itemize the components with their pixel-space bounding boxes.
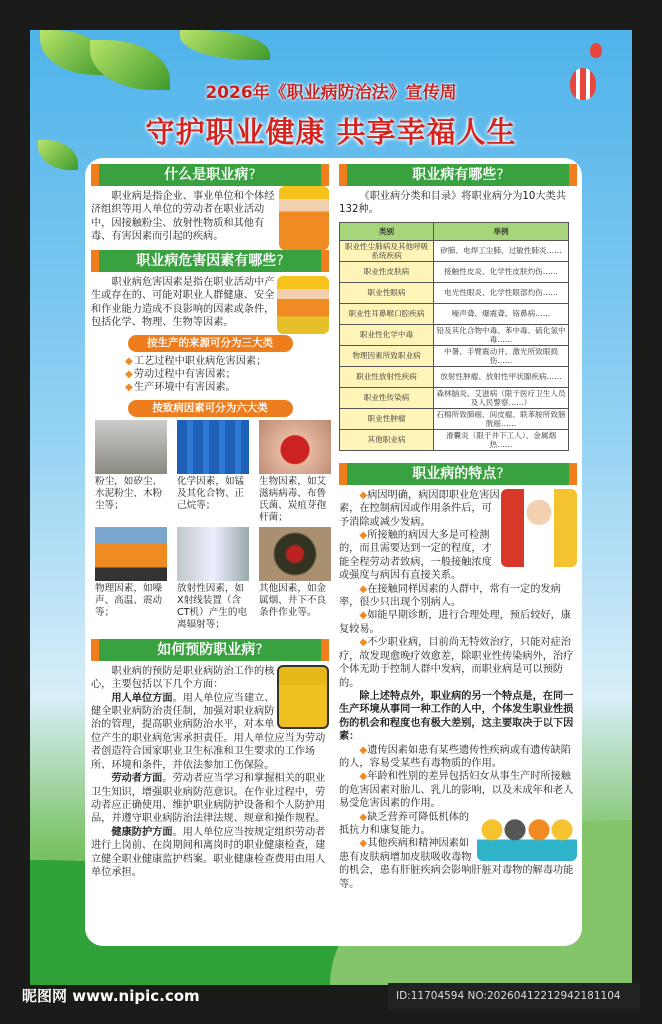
factor-caption: 生物因素，如艾滋病病毒、布鲁氏菌、炭疽芽孢杆菌；: [259, 475, 327, 523]
item-body: 。劳动者应当学习和掌握相关的职业卫生知识，增强职业病防范意识。在作业过程中，劳动者应正确使用、维护职业病防护设备和个人防护用品，并遵守职业病防治法律法规、规章和操作规程。: [91, 773, 326, 825]
list-item: ◆ 工艺过程中职业病危害因素；: [125, 355, 329, 368]
hazmat-suit-illustration: [277, 665, 329, 729]
table-row: [340, 240, 569, 261]
table-row: [340, 303, 569, 324]
example-cell: 铅及其化合物中毒、苯中毒、硫化氢中毒……: [434, 324, 569, 345]
content-panel: [85, 158, 582, 946]
example-cell: 放射性肿瘤、放射性甲状腺疾病……: [434, 366, 569, 387]
list-item: [339, 770, 577, 810]
category-cell: 职业性放射性疾病: [340, 366, 434, 387]
prevention-item: [91, 826, 329, 880]
dust-mask-photo: [95, 420, 167, 474]
item-text: 年龄和性别的差异包括妇女从事生产时所接触的危害因素对胎儿、乳儿的影响，以及未成年和老人易受危害因素的作用。: [339, 771, 574, 810]
factor-item: [177, 527, 249, 631]
team-illustration: [477, 813, 577, 861]
header-text: 职业病的特点: [412, 465, 497, 482]
category-cell: 职业性肿瘤: [340, 408, 434, 429]
table-row: [340, 387, 569, 408]
poster: [30, 30, 632, 985]
category-cell: 职业性皮肤病: [340, 261, 434, 282]
example-cell: 中暑、手臂震动井、激光所致眼损伤……: [434, 345, 569, 366]
table-row: [340, 282, 569, 303]
right-column: [339, 164, 577, 891]
category-cell: 物理因素所致职业病: [340, 345, 434, 366]
main-title: 守护职业健康 共享幸福人生: [145, 115, 517, 149]
section-header: [91, 164, 329, 186]
column-header: 举例: [434, 222, 569, 240]
header-q: ?: [496, 465, 504, 482]
item-head: 劳动者方面: [111, 773, 163, 785]
manhole-photo: [259, 527, 331, 581]
table-header-row: [340, 222, 569, 240]
leaf-icon: [180, 30, 270, 60]
item-text: 缺乏营养可降低机体的抵抗力和康复能力。: [339, 811, 470, 836]
item-text: 病因明确，病因即职业危害因素，在控制病因或作用条件后，可予消除或减少发病。: [339, 489, 500, 528]
example-cell: 石棉所致肺癌、间皮瘤、联苯胺所致膀胱癌……: [434, 408, 569, 429]
category-cell: 职业性尘肺病及其他呼吸系统疾病: [340, 240, 434, 261]
lab-photo: [177, 527, 249, 581]
example-cell: 电光性眼炎、化学性眼部灼伤……: [434, 282, 569, 303]
table-row: [340, 366, 569, 387]
list-item: [339, 609, 577, 636]
factor-item: [177, 420, 249, 524]
table-row: [340, 408, 569, 429]
disease-table: [339, 222, 569, 451]
subtitle: 2026年《职业病防治法》宣传周: [205, 83, 457, 103]
definition-text: 职业病是指企业、事业单位和个体经济组织等用人单位的劳动者在职业活动中，因接触粉尘、放射性物质和其他有毒、有害因素而引起的疾病。: [91, 191, 275, 243]
left-column: [91, 164, 329, 879]
column-header: 类别: [340, 222, 434, 240]
category-pill: 按致病因素可分为六大类: [128, 400, 293, 417]
example-cell: 噪声聋、爆震聋、铬鼻病……: [434, 303, 569, 324]
item-text: 如能早期诊断，进行合理处理，预后较好，康复较易。: [339, 610, 571, 635]
item-head: 健康防护方面: [111, 826, 173, 838]
header-q: ?: [276, 253, 284, 269]
header-q: ?: [496, 167, 504, 183]
worker-photo: [95, 527, 167, 581]
watermark-logo: 昵图网 www.nipic.com: [22, 987, 200, 1005]
factor-item: [259, 420, 331, 524]
image-id: ID:11704594 NO:20260412212942181104: [388, 983, 640, 1009]
diamond-icon: ◆: [359, 744, 368, 756]
category-cell: 其他职业病: [340, 429, 434, 450]
header-q: ?: [248, 167, 256, 183]
hazard-text: 职业病危害因素是指在职业活动中产生或存在的、可能对职业人群健康、安全和作业能力造成不良影响的因素或条件，包括化学、物理、生物等因素。: [91, 277, 275, 329]
bold-paragraph: 除上述特点外，职业病的另一个特点是，在同一生产环境从事同一种工作的人中，个体发生职业性损伤的机会和程度也有极大差别，这主要取决于以下因素：: [339, 690, 574, 743]
diamond-icon: ◆: [359, 583, 368, 595]
list-item: [339, 583, 577, 610]
table-row: [340, 324, 569, 345]
section-header: [91, 250, 329, 272]
list-item: ◆ 劳动过程中有害因素；: [125, 368, 329, 381]
factor-item: [95, 527, 167, 631]
list-item: [339, 636, 577, 690]
diamond-icon: ◆: [359, 489, 368, 501]
category-cell: 职业性传染病: [340, 387, 434, 408]
diamond-icon: ◆: [359, 637, 368, 649]
table-row: [340, 261, 569, 282]
diamond-icon: ◆: [359, 838, 368, 850]
item-text: 在接触同样因素的人群中，常有一定的发病率，很少只出现个别病人。: [339, 583, 561, 609]
list-item: ◆ 生产环境中有害因素。: [125, 381, 329, 394]
list-item: [339, 744, 577, 771]
red-ribbon-photo: [259, 420, 331, 474]
item-text: 其他疾病和精神因素如患有皮肤病增加皮肤吸收毒物的机会，患有肝脏疾病会影响肝脏对毒物的解毒功能等。: [339, 838, 574, 890]
diamond-icon: ◆: [359, 530, 368, 542]
item-head: 用人单位方面: [111, 692, 173, 704]
item-body: 。用人单位应当建立、健全职业病防治责任制，加强对职业病防治的管理，提高职业病防治水平，对本单位产生的职业病危害承担责任。用人单位应当为劳动者创造符合国家职业卫生标准和卫生要求的工作场所、环境和条件，并依法参加工伤保险。: [91, 692, 326, 771]
factor-item: [259, 527, 331, 631]
worker-illustration: [279, 186, 329, 250]
example-cell: 接触性皮炎、化学性皮肤灼伤……: [434, 261, 569, 282]
category-cell: 职业性眼病: [340, 282, 434, 303]
factor-caption: 其他因素，如金属烟、井下不良条件作业等。: [259, 582, 327, 618]
balloon-icon: [590, 43, 602, 58]
factor-list: [339, 744, 577, 891]
source-list: [125, 355, 329, 395]
table-row: [340, 429, 569, 450]
header-q: ?: [255, 641, 263, 658]
item-text: 所接触的病因大多是可检测的，而且需要达到一定的程度，才能全程劳动者致病，一般接触浓度或强度与病因有直接关系。: [339, 530, 492, 582]
example-cell: 矽肺、电焊工尘肺、过敏性肺炎……: [434, 240, 569, 261]
header-text: 如何预防职业病: [157, 641, 256, 658]
item-text: 遗传因素如患有某些遗传性疾病或有遗传缺陷的人，容易受某些有毒物质的作用。: [339, 744, 571, 769]
diamond-icon: ◆: [359, 811, 368, 823]
factor-caption: 放射性因素，如X射线装置（含CT机）产生的电离辐射等；: [177, 582, 248, 630]
catalog-intro: 《职业病分类和目录》将职业病分为10大类共132种。: [339, 191, 566, 216]
factor-item: [95, 420, 167, 524]
prevention-item: [91, 772, 329, 826]
factor-caption: 物理因素，如噪声、高温、震动等；: [95, 582, 163, 618]
example-cell: 滑囊炎（限于井下工人）、金属烟热……: [434, 429, 569, 450]
category-cell: 职业性化学中毒: [340, 324, 434, 345]
diamond-icon: ◆: [359, 610, 368, 622]
table-row: [340, 345, 569, 366]
factor-caption: 粉尘，如矽尘、水泥粉尘、木粉尘等；: [95, 475, 163, 511]
worker-cone-illustration: [277, 276, 329, 334]
header-text: 职业病危害因素有哪些: [136, 253, 277, 269]
category-cell: 职业性耳鼻喉口腔疾病: [340, 303, 434, 324]
workers-group-illustration: [501, 489, 577, 567]
item-text: 不少职业病，目前尚无特效治疗，只能对症治疗，故发现愈晚疗效愈差，除职业性传染病外，治疗个体无助于控制人群中发病，而职业病是可以预防的。: [339, 637, 574, 689]
category-pill: 按生产的来源可分为三大类: [128, 335, 293, 352]
header-text: 职业病有哪些: [412, 167, 497, 183]
header-text: 什么是职业病: [164, 167, 249, 183]
section-header: [339, 164, 577, 186]
factor-caption: 化学因素，如锰及其化合物、正己烷等；: [177, 475, 245, 511]
prevention-intro: 职业病的预防是职业病防治工作的核心，主要包括以下几个方面：: [91, 665, 275, 691]
item-body: 。用人单位应当按规定组织劳动者进行上岗前、在岗期间和离岗时的职业健康检查，建立健全职业健康监护档案。职业健康检查费用由用人单位承担。: [91, 826, 326, 878]
chemical-barrels-photo: [177, 420, 249, 474]
example-cell: 森林脑炎、艾滋病（限于医疗卫生人员及人民警察……）: [434, 387, 569, 408]
factor-grid: [95, 420, 329, 631]
section-header: [91, 639, 329, 661]
diamond-icon: ◆: [359, 771, 368, 783]
section-header: [339, 463, 577, 485]
